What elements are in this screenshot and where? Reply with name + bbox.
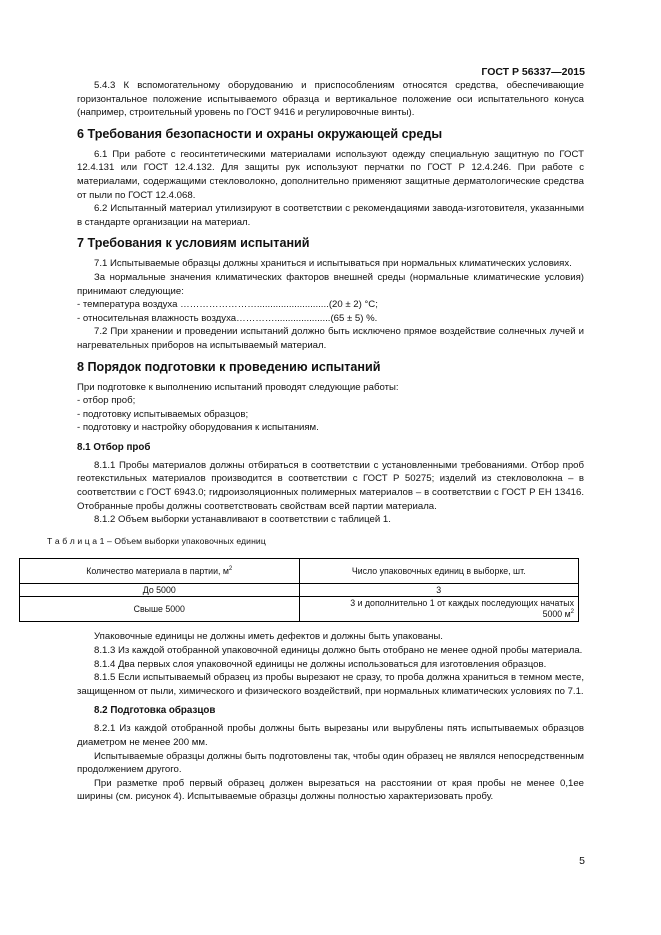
paragraph-8-1-5: 8.1.5 Если испытываемый образец из пробы вырезают не сразу, то проба должна храниться в темном месте, защищенном от пыли, химического и физического воздействий, при нормальных климатических условиях по 7.1. bbox=[77, 672, 584, 697]
table-header-cell: Количество материала в партии, $м^2$ bbox=[20, 559, 300, 584]
paragraph-7-1: 7.1 Испытываемые образцы должны храниться и испытываться при нормальных климатических условиях. bbox=[94, 258, 572, 270]
paragraph-6-1: 6.1 При работе с геосинтетическими материалами используют одежду специальную защитную по ГОСТ 12.4.131 или ГОСТ 12.4.132. Для защиты рук используют перчатки по ГОСТ Р 12.4.246. При работе с материалами, содержащими стекловолокно, дополнительно применяют защитные дерматологические средства от пыли по ГОСТ 12.4.068. bbox=[77, 148, 584, 201]
paragraph-8-2-3: При разметке проб первый образец должен вырезаться на расстоянии от края пробы не менее 0,1ее ширины (см. рисунок 4). Испытываемые образцы должны полностью характеризовать пробу. bbox=[77, 777, 584, 803]
table-header-row bbox=[20, 559, 579, 584]
page-content bbox=[47, 79, 584, 804]
table-header-cell: Число упаковочных единиц в выборке, шт. bbox=[299, 559, 579, 584]
paragraph-7-2: 7.2 При хранении и проведении испытаний должно быть исключено прямое воздействие солнечных лучей и нагревательных приборов на испытываемый материал. bbox=[77, 326, 584, 351]
table-cell: 3 bbox=[299, 584, 579, 597]
condition-value: (20 ± 2) °С; bbox=[328, 299, 378, 311]
paragraph-6-2: 6.2 Испытанный материал утилизируют в соответствии с рекомендациями завода-изготовителя, указанными в стандарте организации на материал. bbox=[77, 203, 584, 228]
paragraph-8-1-1: 8.1.1 Пробы материалов должны отбираться в соответствии с установленными требованиями. Отбор проб геотекстильных материалов производится в соответствии с ГОСТ Р 50275; изделий из стекловолокна – в соответствии с ГОСТ 6943.0; гидроизоляционных полимерных материалов – в соответствии с ГОСТ Р ЕН 13416. Отобранные пробы должны соответствовать свойствам всей партии материала. bbox=[77, 459, 584, 512]
paragraph-packaging: Упаковочные единицы не должны иметь дефектов и должны быть упакованы. bbox=[94, 631, 443, 643]
condition-label: - температура воздуха ……………………........................... bbox=[77, 299, 329, 311]
subsection-8-1-heading: 8.1 Отбор проб bbox=[77, 441, 151, 453]
condition-humidity bbox=[77, 312, 584, 326]
section-6-heading: 6 Требования безопасности и охраны окружающей среды bbox=[77, 126, 443, 141]
paragraph-5-4-3: 5.4.3 К вспомогательному оборудованию и приспособлениям относятся средства, обеспечивающие горизонтальное положение испытываемого образца и вертикальное положение оси испытательного конуса (например, строительный уровень по ГОСТ 9416 и регулировочные винты). bbox=[77, 80, 584, 119]
table-caption: Т а б л и ц а 1 – Объем выборки упаковочных единиц bbox=[47, 535, 266, 546]
table-cell: Свыше 5000 bbox=[20, 597, 300, 622]
paragraph-8-intro: При подготовке к выполнению испытаний проводят следующие работы: bbox=[77, 381, 399, 393]
table-cell: 3 и дополнительно 1 от каждых последующих начатых 5000 $м^2$ bbox=[299, 597, 579, 622]
condition-value: (65 ± 5) %. bbox=[330, 312, 378, 324]
paragraph-8-2-2: Испытываемые образцы должны быть подготовлены так, чтобы один образец не являлся непосредственным продолжением другого. bbox=[77, 750, 584, 776]
list-item: - подготовку испытываемых образцов; bbox=[77, 408, 249, 420]
paragraph-8-1-2: 8.1.2 Объем выборки устанавливают в соответствии с таблицей 1. bbox=[94, 514, 391, 526]
subsection-8-2-heading: 8.2 Подготовка образцов bbox=[94, 705, 216, 717]
list-item: - подготовку и настройку оборудования к испытаниям. bbox=[77, 422, 319, 434]
condition-label: - относительная влажность воздуха…………..................... bbox=[77, 312, 331, 324]
list-item: - отбор проб; bbox=[77, 395, 136, 407]
table-cell: До 5000 bbox=[20, 584, 300, 597]
paragraph-8-1-3: 8.1.3 Из каждой отобранной упаковочной единицы должно быть отобрано не менее одной пробы материала. bbox=[94, 645, 583, 657]
paragraph-normal-conditions: За нормальные значения климатических факторов внешней среды (нормальные климатические условия) принимают следующие: bbox=[77, 271, 584, 297]
table-row bbox=[20, 597, 579, 622]
paragraph-8-1-4: 8.1.4 Два первых слоя упаковочной единицы не должны использоваться для изготовления образцов. bbox=[94, 658, 547, 670]
sample-size-table bbox=[19, 558, 579, 622]
page-number: 5 bbox=[579, 855, 585, 867]
section-7-heading: 7 Требования к условиям испытаний bbox=[77, 236, 310, 251]
condition-temperature bbox=[77, 298, 584, 312]
paragraph-8-2-1: 8.2.1 Из каждой отобранной пробы должны быть вырезаны или вырублены пять испытываемых образцов диаметром не менее 200 мм. bbox=[77, 723, 584, 748]
table-row bbox=[20, 584, 579, 597]
section-8-heading: 8 Порядок подготовки к проведению испытаний bbox=[77, 359, 381, 374]
document-code: ГОСТ Р 56337—2015 bbox=[481, 66, 585, 78]
